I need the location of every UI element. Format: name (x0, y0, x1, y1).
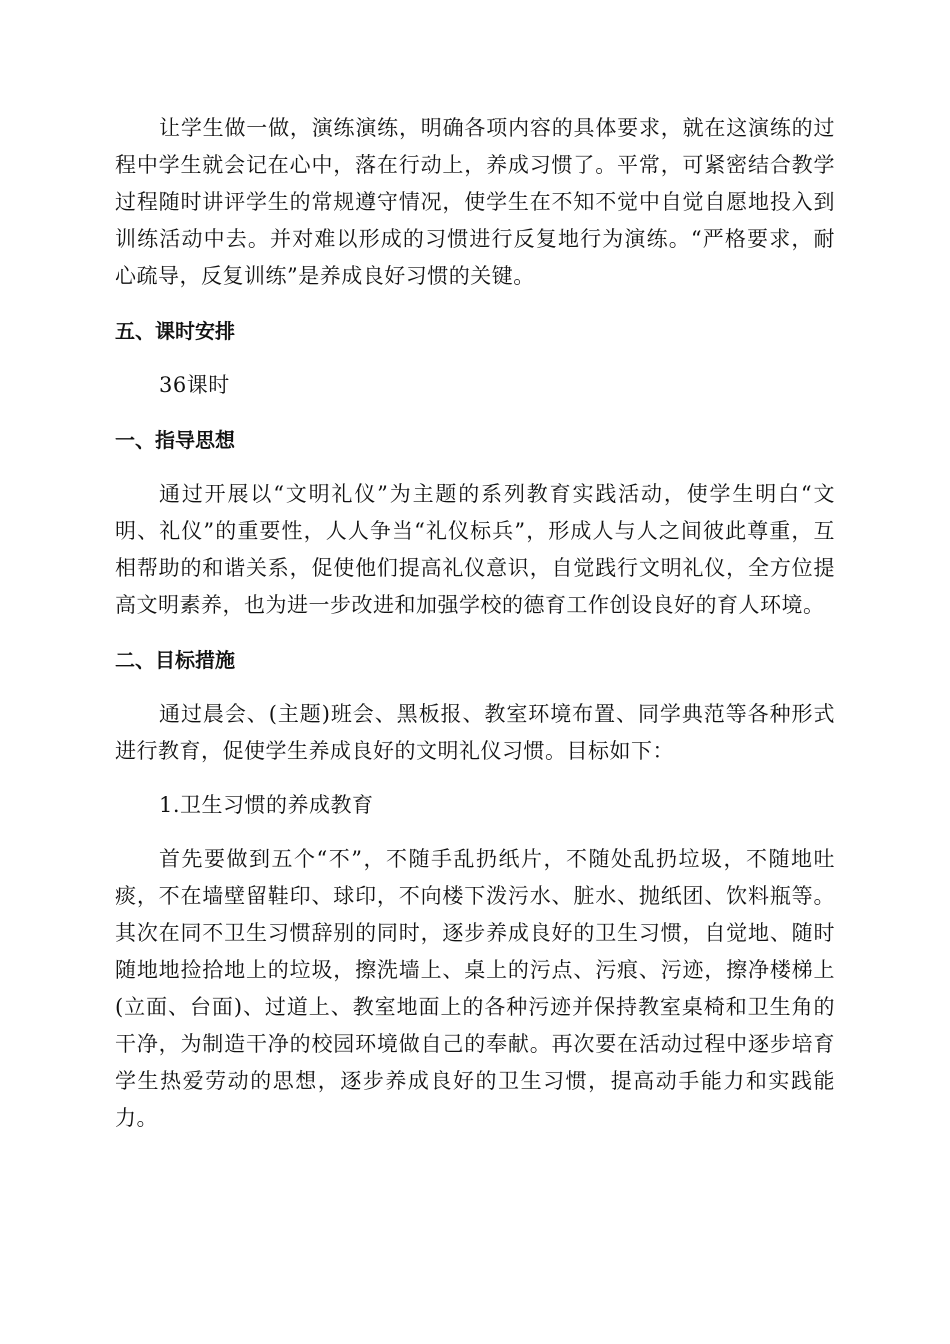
goals-paragraph: 通过晨会、(主题)班会、黑板报、教室环境布置、同学典范等各种形式进行教育，促使学生养成良好的文明礼仪习惯。目标如下： (115, 702, 835, 763)
spacer (115, 350, 835, 367)
spacer (115, 679, 835, 696)
spacer (115, 624, 835, 642)
hygiene-item-paragraph: 首先要做到五个“不”，不随手乱扔纸片，不随处乱扔垃圾，不随地吐痰，不在墙壁留鞋印、球印，不向楼下泼污水、脏水、抛纸团、饮料瓶等。其次在同不卫生习惯辞别的同时，逐步养成良好的卫生习惯，自觉地、随时随地地捡拾地上的垃圾，擦洗墙上、桌上的污点、污痕、污迹，擦净楼梯上(立面、台面)、过道上、教室地面上的各种污迹并保持教室桌椅和卫生角的干净，为制造干净的校园环境做自己的奉献。再次要在活动过程中逐步培育学生热爱劳动的思想，逐步养成良好的卫生习惯，提高动手能力和实践能力。 (115, 847, 835, 1130)
section-heading-goals: 二、目标措施 (115, 648, 235, 672)
schedule-text: 36课时 (159, 373, 230, 397)
section-heading-guiding-thought: 一、指导思想 (115, 428, 235, 452)
spacer (115, 295, 835, 313)
document-page (115, 110, 835, 1137)
hygiene-item-title: 1.卫生习惯的养成教育 (159, 793, 374, 817)
section-heading-schedule: 五、课时安排 (115, 319, 235, 343)
spacer (115, 824, 835, 841)
spacer (115, 459, 835, 476)
spacer (115, 770, 835, 787)
guiding-thought-paragraph: 通过开展以“文明礼仪”为主题的系列教育实践活动，使学生明白“文明、礼仪”的重要性，人人争当“礼仪标兵”，形成人与人之间彼此尊重，互相帮助的和谐关系，促使他们提高礼仪意识，自觉践行文明礼仪，全方位提高文明素养，也为进一步改进和加强学校的德育工作创设良好的育人环境。 (115, 482, 835, 617)
spacer (115, 404, 835, 422)
intro-paragraph: 让学生做一做，演练演练，明确各项内容的具体要求，就在这演练的过程中学生就会记在心中，落在行动上，养成习惯了。平常，可紧密结合教学过程随时讲评学生的常规遵守情况，使学生在不知不觉中自觉自愿地投入到训练活动中去。并对难以形成的习惯进行反复地行为演练。“严格要求，耐心疏导，反复训练”是养成良好习惯的关键。 (115, 116, 835, 288)
